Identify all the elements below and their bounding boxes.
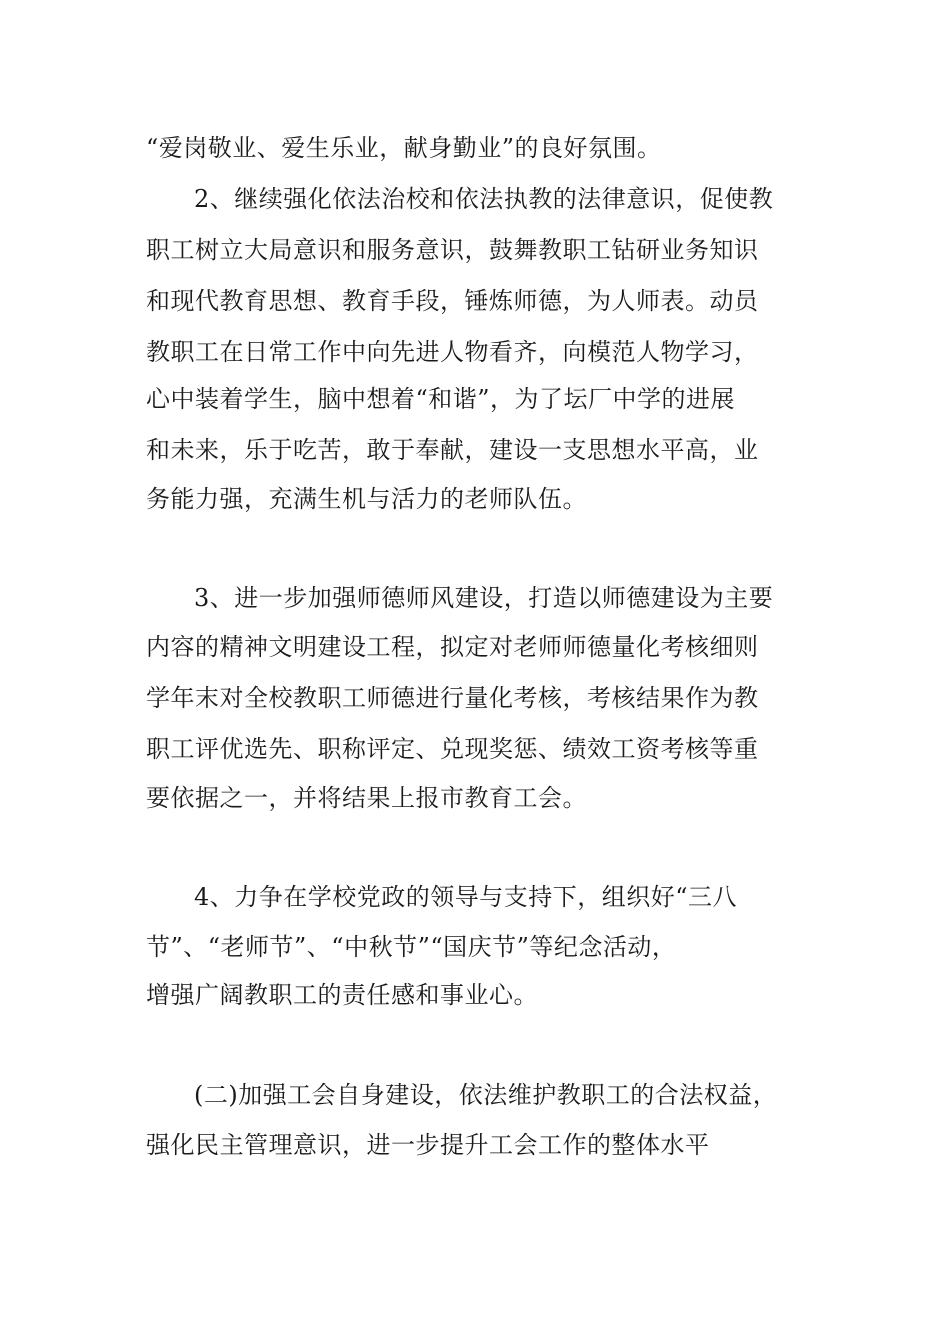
- text-line: “爱岗敬业、爱生乐业，献身勤业”的良好氛围。: [146, 134, 662, 162]
- paragraph-4-line: 4、力争在学校党政的领导与支持下，组织好“三八: [194, 883, 738, 911]
- text-line: 务能力强，充满生机与活力的老师队伍。: [146, 485, 587, 513]
- paragraph-3-line: 3、进一步加强师德师风建设，打造以师德建设为主要: [194, 584, 774, 612]
- text-line: 心中装着学生，脑中想着“和谐”，为了坛厂中学的进展: [146, 385, 736, 413]
- paragraph-2-line: 2、继续强化依法治校和依法执教的法律意识，促使教: [194, 185, 774, 213]
- text-line: 和未来，乐于吃苦，敢于奉献，建设一支思想水平高，业: [146, 436, 759, 464]
- text-line: 强化民主管理意识，进一步提升工会工作的整体水平: [146, 1131, 710, 1159]
- text-line: 职工评优选先、职称评定、兑现奖惩、绩效工资考核等重: [146, 735, 759, 763]
- section-heading-line: (二)加强工会自身建设，依法维护教职工的合法权益，: [194, 1081, 778, 1109]
- text-line: 和现代教育思想、教育手段，锤炼师德，为人师表。动员: [146, 287, 759, 315]
- text-line: 内容的精神文明建设工程，拟定对老师师德量化考核细则: [146, 633, 759, 661]
- text-line: 要依据之一，并将结果上报市教育工会。: [146, 784, 587, 812]
- text-line: 节”、“老师节”、“中秋节”“国庆节”等纪念活动，: [146, 933, 677, 961]
- text-line: 教职工在日常工作中向先进人物看齐，向模范人物学习，: [146, 338, 759, 366]
- text-line: 职工树立大局意识和服务意识，鼓舞教职工钻研业务知识: [146, 236, 759, 264]
- text-line: 增强广阔教职工的责任感和事业心。: [146, 981, 538, 1009]
- text-line: 学年末对全校教职工师德进行量化考核，考核结果作为教: [146, 684, 759, 712]
